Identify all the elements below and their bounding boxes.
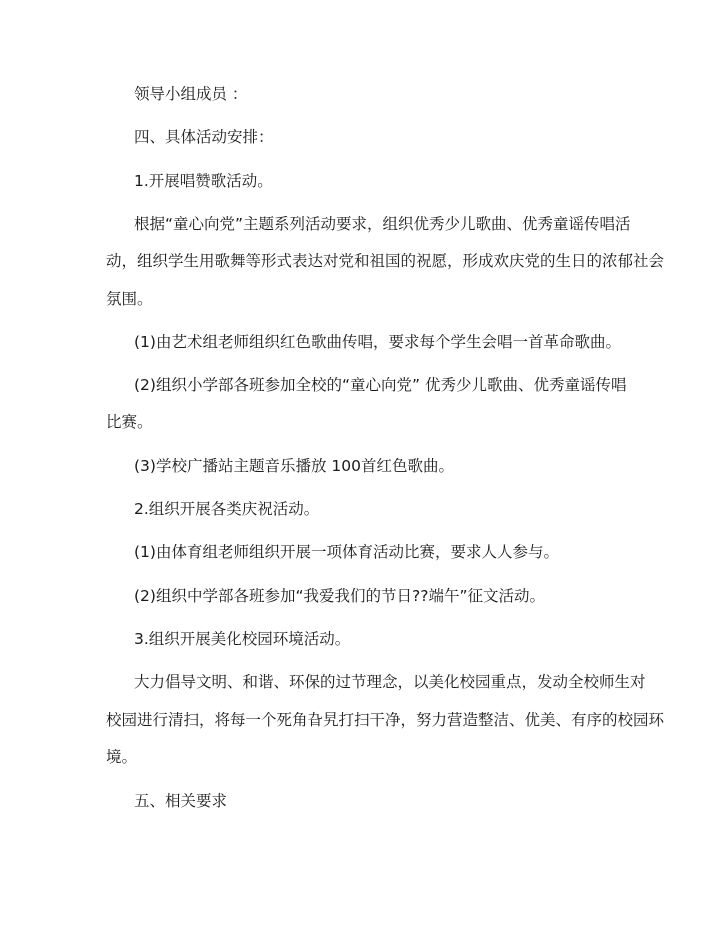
subitem-1-1: (1)由艺术组老师组织红色歌曲传唱，要求每个学生会唱一首革命歌曲。	[134, 333, 621, 351]
section-four-heading: 四、具体活动安排：	[134, 128, 274, 146]
subitem-1-3: (3)学校广播站主题音乐播放 100首红色歌曲。	[134, 457, 454, 475]
subitem-2-2: (2)组织中学部各班参加“我爱我们的节日??端午”征文活动。	[134, 587, 545, 605]
item-3-heading: 3.组织开展美化校园环境活动。	[134, 630, 351, 648]
leadership-group-members-line: 领导小组成员 ：	[134, 85, 248, 103]
subitem-1-2-line-1: (2)组织小学部各班参加全校的“童心向党” 优秀少儿歌曲、优秀童谣传唱	[134, 376, 627, 394]
paragraph-1-line-2: 动，组织学生用歌舞等形式表达对党和祖国的祝愿，形成欢庆党的生日的浓郁社会	[106, 252, 665, 270]
item-1-heading: 1.开展唱赞歌活动。	[134, 172, 273, 190]
subitem-1-2-line-2: 比赛。	[106, 413, 153, 431]
paragraph-3-line-2: 校园进行清扫，将每一个死角旮旯打扫干净，努力营造整洁、优美、有序的校园环	[106, 711, 665, 729]
paragraph-3-line-1: 大力倡导文明、和谐、环保的过节理念，以美化校园重点，发动全校师生对	[134, 673, 646, 691]
section-five-heading: 五、相关要求	[134, 792, 228, 810]
paragraph-1-line-3: 氛围。	[106, 290, 153, 308]
item-2-heading: 2.组织开展各类庆祝活动。	[134, 500, 320, 518]
paragraph-1-line-1: 根据“童心向党”主题系列活动要求，组织优秀少儿歌曲、优秀童谣传唱活	[134, 215, 631, 233]
paragraph-3-line-3: 境。	[106, 748, 138, 766]
subitem-2-1: (1)由体育组老师组织开展一项体育活动比赛，要求人人参与。	[134, 543, 559, 561]
